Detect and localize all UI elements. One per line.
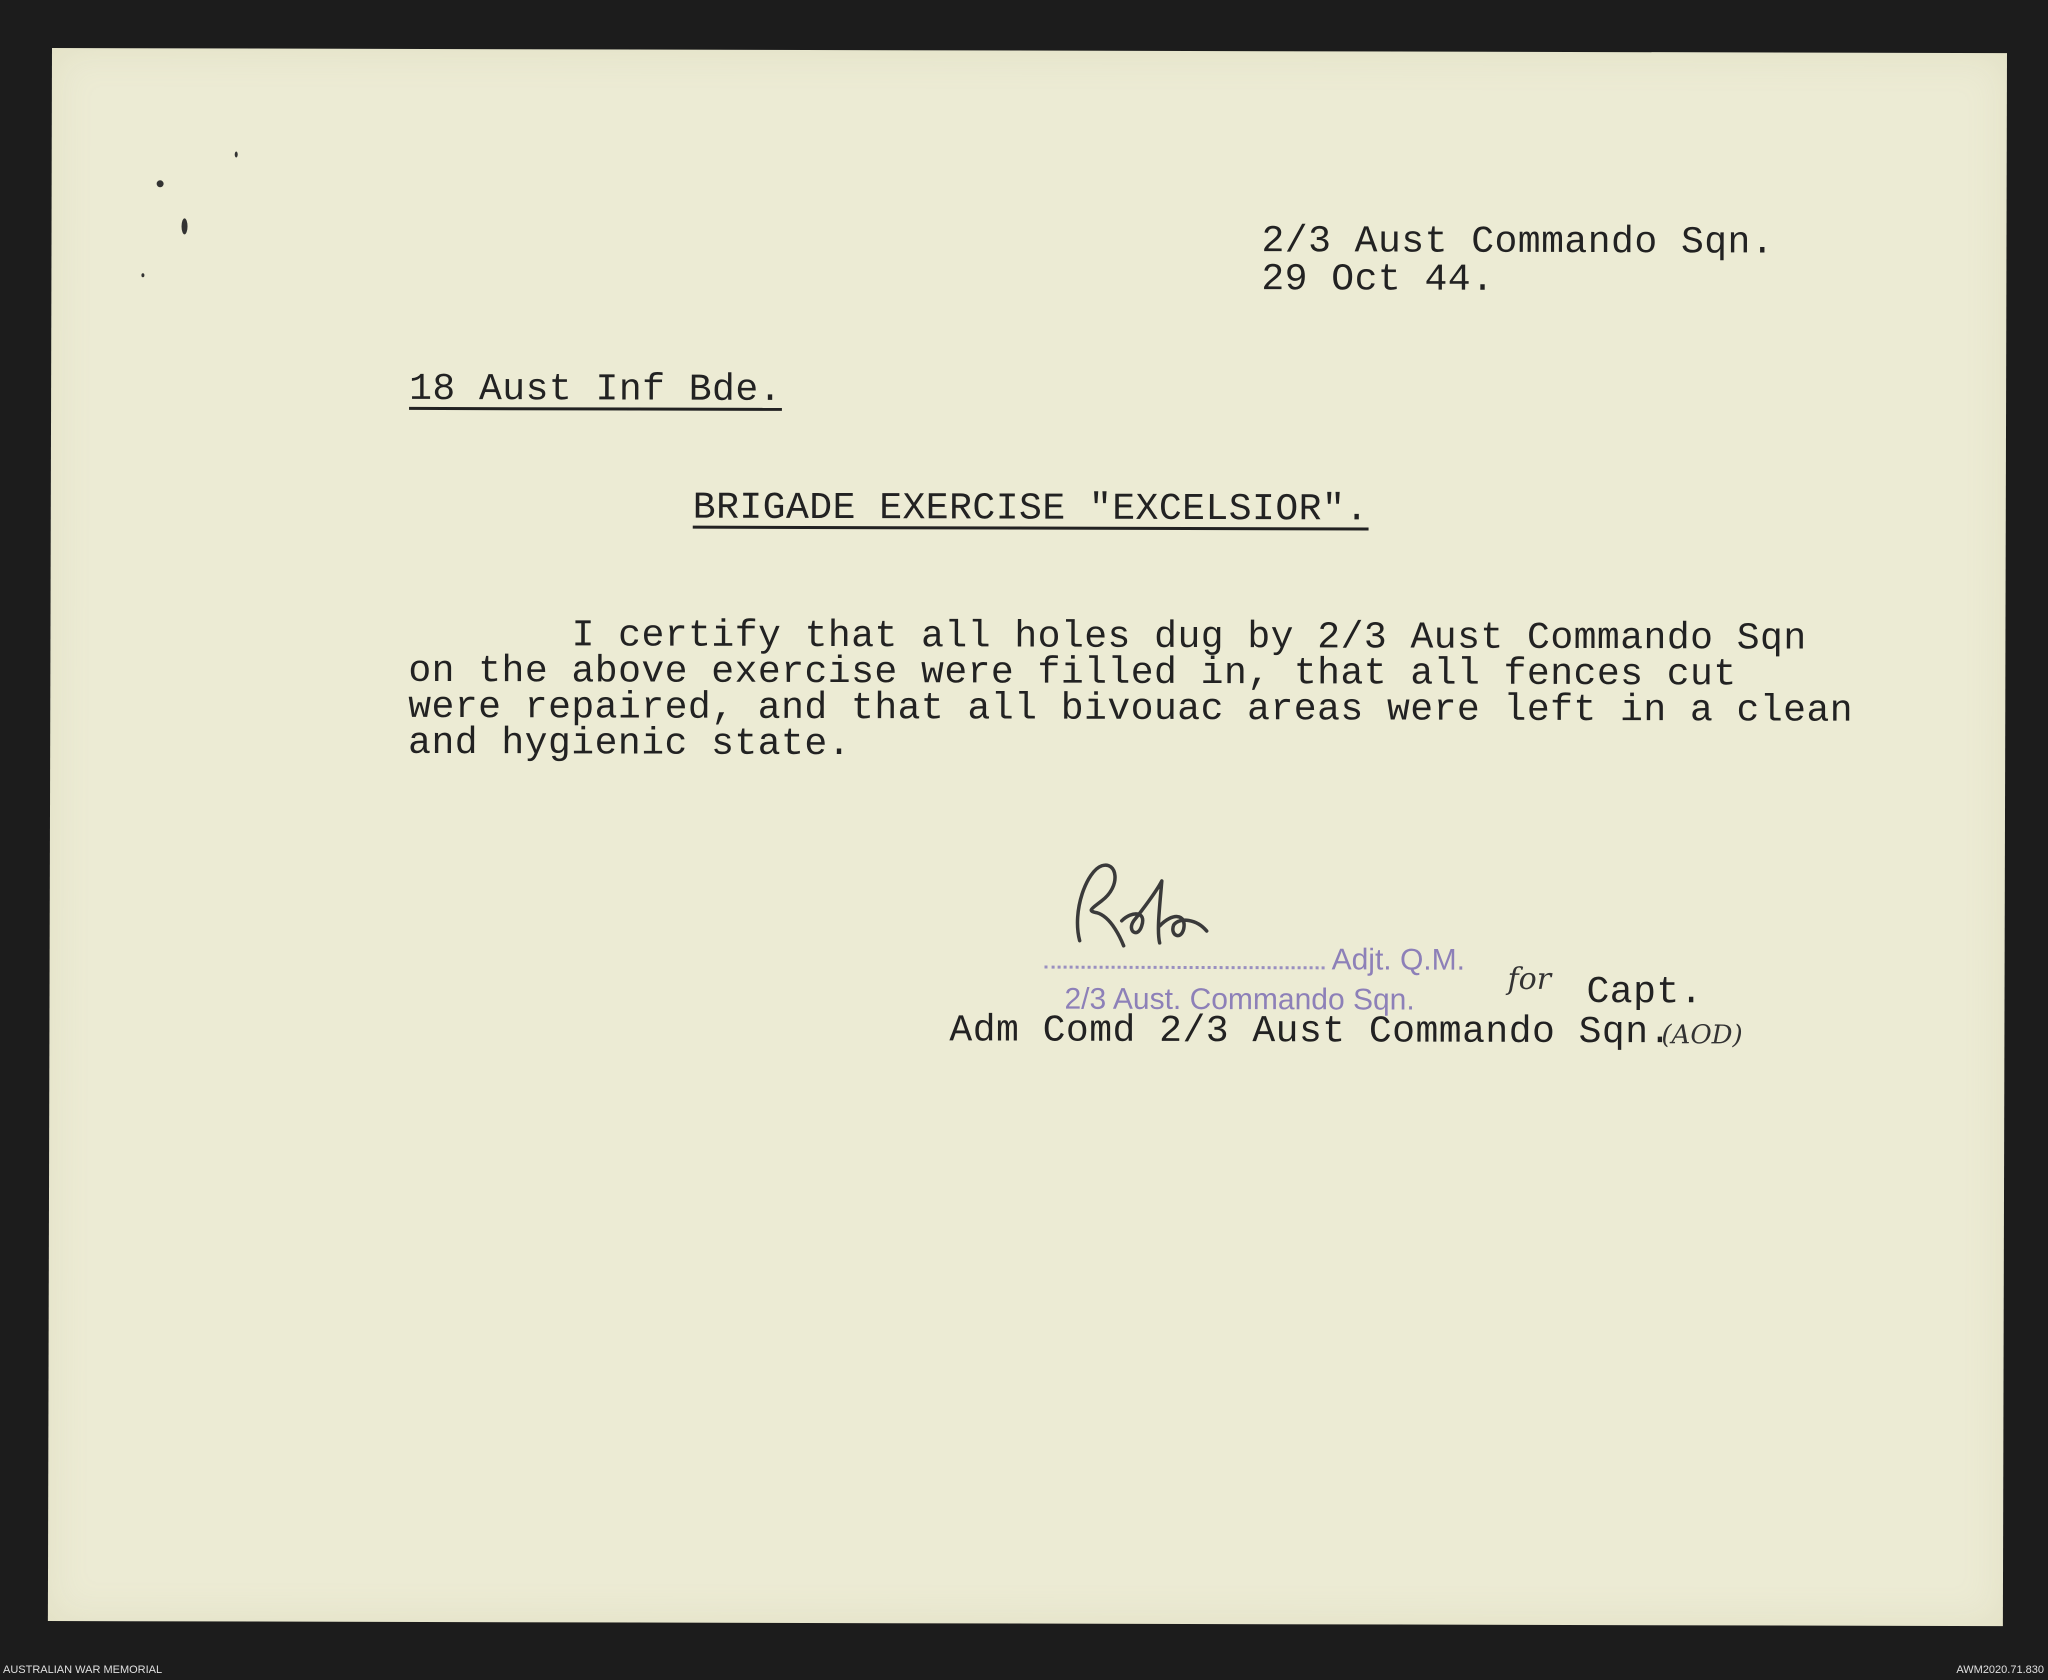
body-line: and hygienic state.	[408, 721, 852, 767]
handwritten-signature	[1062, 851, 1232, 961]
stamp-text: 2/3 Aust. Commando Sqn.	[1064, 982, 1415, 1017]
body-line: on the above exercise were filled in, that all fences cut	[408, 649, 1737, 697]
punch-mark	[235, 151, 238, 157]
punch-mark	[157, 180, 164, 187]
stamp-text: Adjt. Q.M.	[1331, 943, 1466, 977]
punch-mark	[141, 273, 144, 277]
document-sheet	[48, 48, 2007, 1626]
archive-credit: AUSTRALIAN WAR MEMORIAL	[3, 1664, 163, 1676]
subject-heading: BRIGADE EXERCISE "EXCELSIOR".	[692, 486, 1369, 532]
handwritten-note: (AOD)	[1661, 1020, 1743, 1051]
archive-reference: AWM2020.71.830	[1956, 1664, 2044, 1676]
sender-unit: 2/3 Aust Commando Sqn.	[1261, 220, 1775, 265]
rank: Capt.	[1586, 971, 1704, 1015]
letter-date: 29 Oct 44.	[1261, 258, 1495, 302]
punch-mark	[182, 218, 188, 234]
handwritten-for: for	[1507, 961, 1552, 997]
signature-block: Adm Comd 2/3 Aust Commando Sqn.	[949, 1009, 1672, 1055]
addressee: 18 Aust Inf Bde.	[409, 367, 783, 412]
body-line: were repaired, and that all bivouac areas were left in a clean	[408, 685, 1854, 733]
signature-dotted-line	[1045, 966, 1325, 970]
body-line: I certify that all holes dug by 2/3 Aust Commando Sqn	[408, 613, 1807, 661]
